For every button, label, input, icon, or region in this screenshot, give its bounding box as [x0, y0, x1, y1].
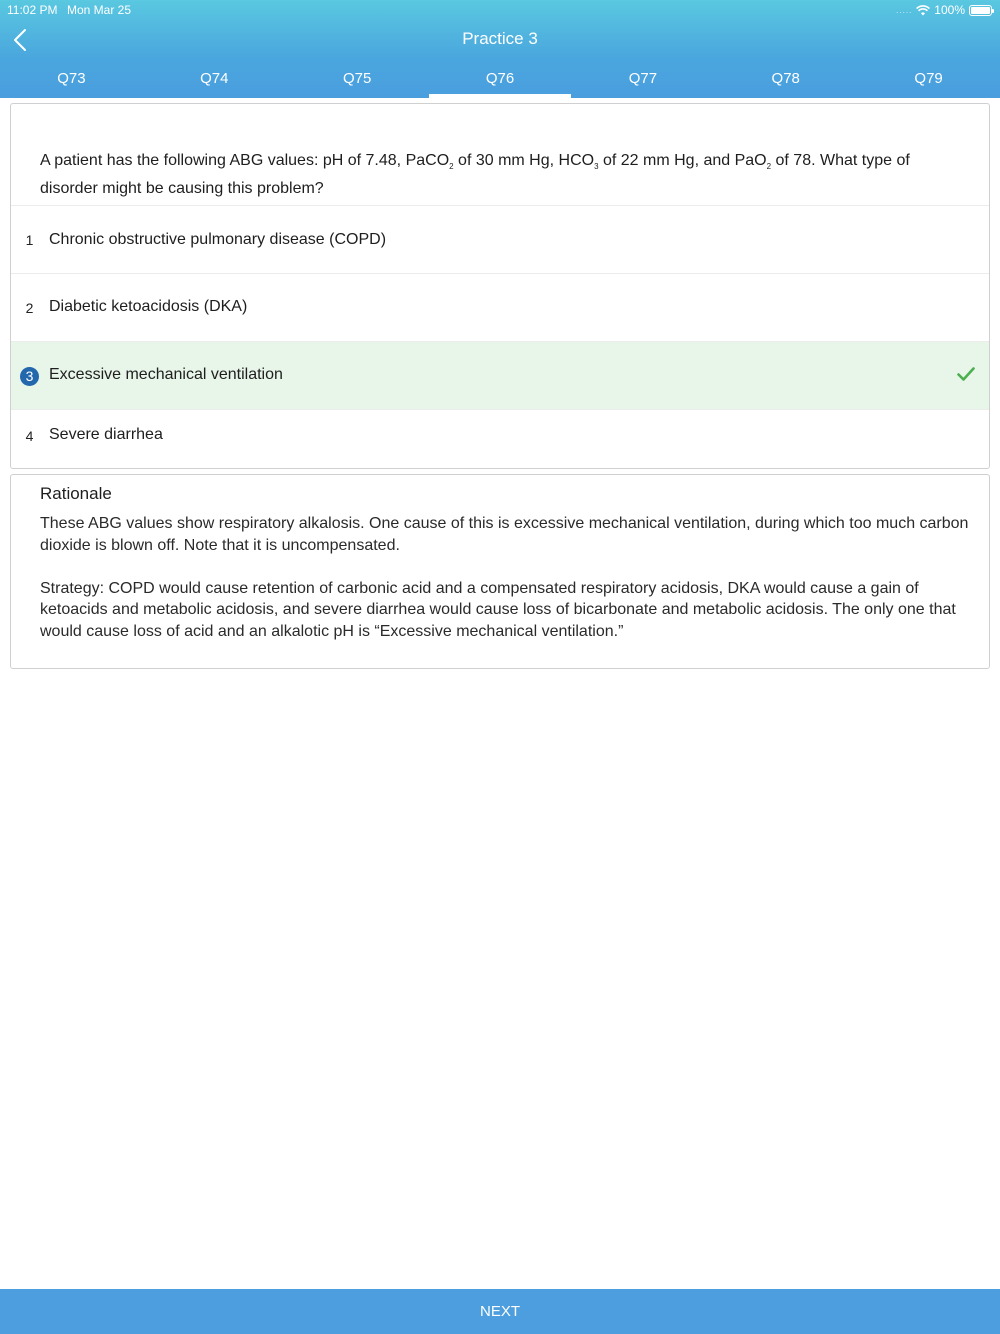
option-text: Severe diarrhea	[49, 426, 163, 443]
question-segment: of 30 mm Hg, HCO	[453, 152, 595, 169]
selected-number-icon: 3	[20, 367, 39, 386]
option-number: 1	[25, 232, 34, 248]
option-number: 2	[25, 300, 34, 316]
question-card	[10, 103, 990, 469]
question-segment: of 78. What type of disorder might be causing this problem?	[40, 152, 910, 197]
answer-option-4[interactable]	[11, 409, 989, 468]
signal-icon: .....	[896, 5, 913, 15]
tab-q73[interactable]: Q73	[57, 70, 86, 87]
tab-q77[interactable]: Q77	[628, 70, 658, 87]
rationale-strategy: Strategy: COPD would cause retention of carbonic acid and a compensated respiratory acidosis, DKA would cause a gain of ketoacids and metabolic acidosis, and severe diarrhea would cause loss of bicarbonate and metabolic acidosis. The only one that would cause loss of acid and an alkalotic pH is “Excessive mechanical ventilation.”	[40, 579, 956, 640]
question-subscript: 2	[449, 162, 454, 171]
wifi-icon	[916, 5, 930, 16]
option-text: Chronic obstructive pulmonary disease (COPD)	[49, 231, 387, 248]
question-segment: A patient has the following ABG values: pH of 7.48, PaCO	[40, 152, 450, 169]
back-chevron-icon[interactable]	[10, 28, 32, 52]
tab-q78[interactable]: Q78	[771, 70, 800, 87]
question-segment: of 22 mm Hg, and PaO	[598, 152, 767, 169]
check-icon	[957, 366, 975, 382]
status-time: 11:02 PM	[7, 3, 58, 17]
answer-option-1[interactable]	[11, 205, 989, 273]
tab-q79[interactable]: Q79	[914, 70, 943, 87]
app-header	[0, 0, 1000, 98]
status-date: Mon Mar 25	[67, 3, 132, 17]
question-tabs	[0, 62, 1000, 98]
tab-q75[interactable]: Q75	[342, 70, 372, 87]
rationale-title: Rationale	[40, 484, 112, 503]
question-text	[40, 150, 960, 199]
question-subscript: 3	[594, 162, 599, 171]
option-number: 4	[25, 428, 34, 444]
rationale-body	[40, 513, 970, 642]
battery-icon	[969, 5, 992, 16]
tab-q74[interactable]: Q74	[200, 70, 229, 87]
next-button[interactable]: NEXT	[0, 1289, 1000, 1334]
answer-option-2[interactable]	[11, 273, 989, 341]
status-bar	[0, 0, 1000, 20]
page-title-wrap	[0, 29, 1000, 49]
page-title: Practice 3	[462, 29, 538, 48]
option-text: Diabetic ketoacidosis (DKA)	[49, 298, 248, 315]
question-subscript: 2	[766, 162, 772, 171]
answer-option-3[interactable]	[11, 341, 989, 409]
rationale-paragraph: These ABG values show respiratory alkalosis. One cause of this is excessive mechanical ventilation, during which too much carbon dioxide is blown off. Note that it is uncompensated.	[40, 515, 969, 554]
option-text: Excessive mechanical ventilation	[49, 366, 283, 383]
tab-q76[interactable]: Q76	[429, 62, 572, 98]
rationale-card	[10, 474, 990, 669]
battery-percent: 100%	[934, 3, 965, 17]
status-indicators	[896, 3, 992, 17]
